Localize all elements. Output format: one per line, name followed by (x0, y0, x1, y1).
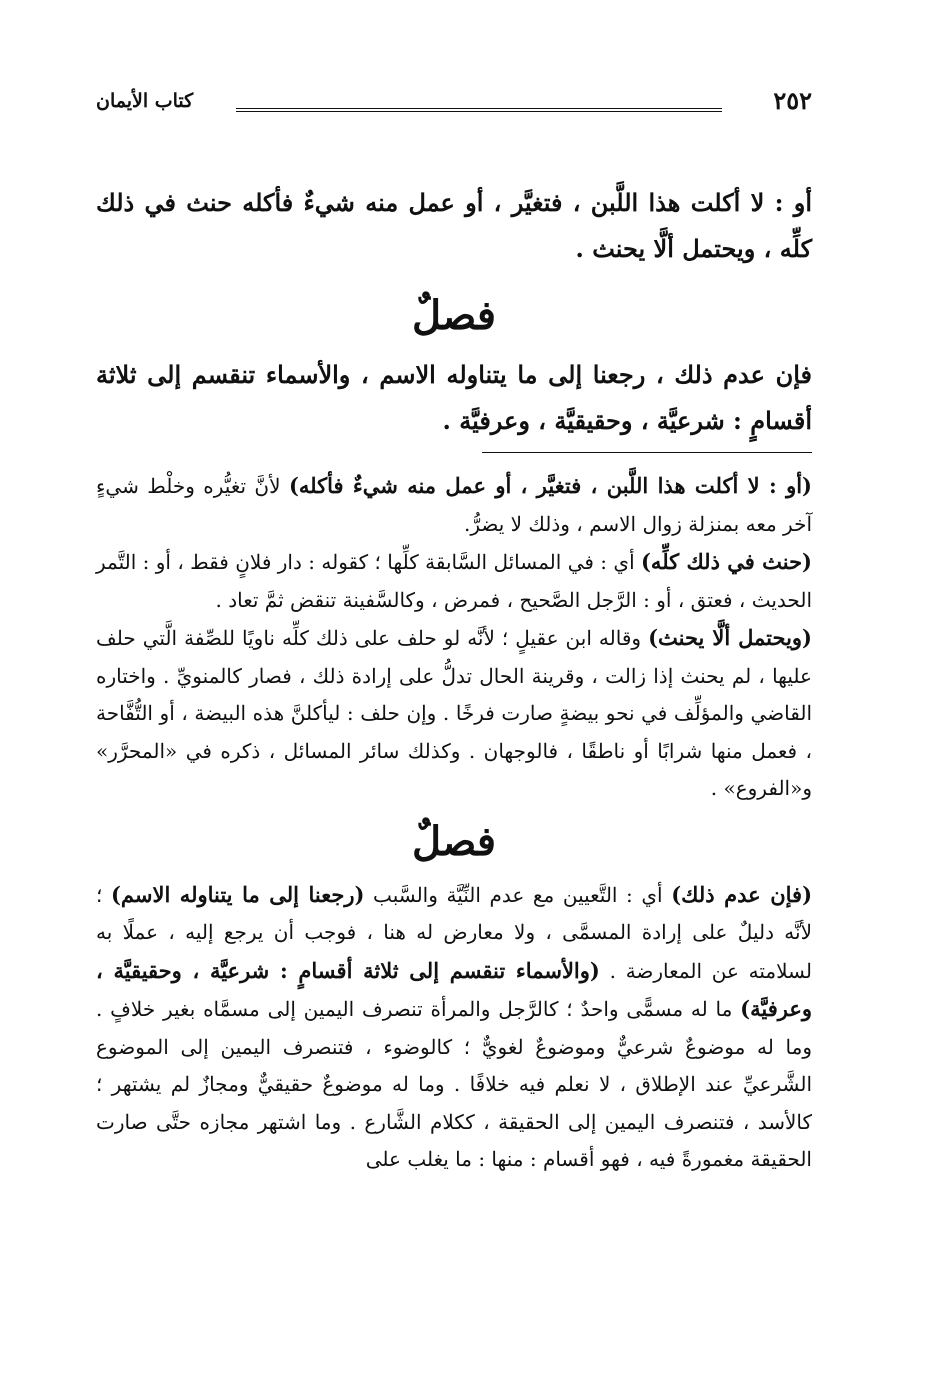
sharh-text: ما له مسمًّى واحدٌ ؛ كالرَّجل والمرأة تنصرف اليمين إلى مسمَّاه بغير خلافٍ . وما له موضوعٌ شرعيٌّ وموضوعٌ لغويٌّ ؛ كالوضوء ، فتنصرف اليمين إلى الموضوع الشَّرعيِّ عند الإطلاق ، لا نعلم فيه خلافًا . وما له موضوعٌ حقيقيٌّ ومجازٌ لم يشتهر ؛ كالأسد ، فتنصرف اليمين إلى الحقيقة ، ككلام الشَّارع . وما اشتهر مجازه حتَّى صارت الحقيقة مغمورةً فيه ، فهو أقسام : منها : ما يغلب على (96, 997, 812, 1171)
quoted-matn: (والأسماء تنقسم إلى ثلاثة أقسامٍ : شرعيَّة ، وحقيقيَّة ، وعرفيَّة) (96, 957, 812, 1021)
header-rule (236, 108, 722, 112)
section-heading-1: فصلٌ (411, 292, 497, 339)
sharh-paragraph-2 (96, 543, 812, 619)
quoted-matn: (رجعنا إلى ما يتناوله الاسم) (110, 881, 365, 907)
page (96, 80, 812, 1179)
sharh-paragraph-4 (96, 876, 812, 1179)
matn-paragraph-2: فإن عدم ذلك ، رجعنا إلى ما يتناوله الاسم ، والأسماء تنقسم إلى ثلاثة أقسامٍ : شرعيَّة ، وحقيقيَّة ، وعرفيَّة . (96, 360, 812, 435)
sharh-text: أي : في المسائل السَّابقة كلِّها ؛ كقوله : دار فلانٍ فقط ، أو : التَّمر الحديث ، فعتق ، أو : الرَّجل الصَّحيح ، فمرض ، وكالسَّفينة تنقض ثمَّ تعاد . (96, 550, 812, 612)
matn-paragraph-1: أو : لا أكلت هذا اللَّبن ، فتغيَّر ، أو عمل منه شيءٌ فأكله حنث في ذلك كلِّه ، ويحتمل ألَّا يحنث . (96, 188, 812, 263)
running-title: كتاب الأيمان (96, 90, 194, 112)
section-heading-2: فصلٌ (411, 817, 497, 865)
sharh-paragraph-3 (96, 619, 812, 808)
footnote-separator (482, 452, 812, 453)
sharh-text: وقاله ابن عقيلٍ ؛ لأنَّه لو حلف على ذلك كلِّه ناويًا للصِّفة الَّتي حلف عليها ، لم يحنث إذا زالت ، وقرينة الحال تدلُّ على إرادة ذلك ، فصار كالمنويِّ . واختاره القاضي والمؤلِّف في نحو بيضةٍ صارت فرخًا . وإن حلف : ليأكلنَّ هذه البيضة ، أو التُّفَّاحة ، فعمل منها شرابًا أو ناطقًا ، فالوجهان . وكذلك سائر المسائل ، ذكره في «المحرَّر» و«الفروع» . (96, 626, 813, 800)
quoted-matn: (فإن عدم ذلك) (671, 881, 813, 907)
quoted-matn: (ويحتمل ألَّا يحنث) (648, 625, 812, 650)
sharh-text: لأنَّ تغيُّره وخلْط شيءٍ آخر معه بمنزلة زوال الاسم ، وذلك لا يضرُّ. (96, 474, 812, 536)
sharh-text: ؛ لأنَّه دليلٌ على إرادة المسمَّى ، ولا معارض له هنا ، فوجب أن يرجع إليه ، عملًا به لسلامته عن المعارضة . (96, 882, 812, 983)
quoted-matn: (أو : لا أكلت هذا اللَّبن ، فتغيَّر ، أو عمل منه شيءٌ فأكله) (288, 473, 812, 498)
quoted-matn: (حنث في ذلك كلِّه) (641, 549, 812, 574)
sharh-paragraph-1 (96, 467, 812, 543)
page-number: ٢٥٢ (773, 86, 812, 115)
sharh-text: أي : التَّعيين مع عدم النِّيَّة والسَّبب (364, 882, 672, 907)
page-header (96, 80, 812, 120)
